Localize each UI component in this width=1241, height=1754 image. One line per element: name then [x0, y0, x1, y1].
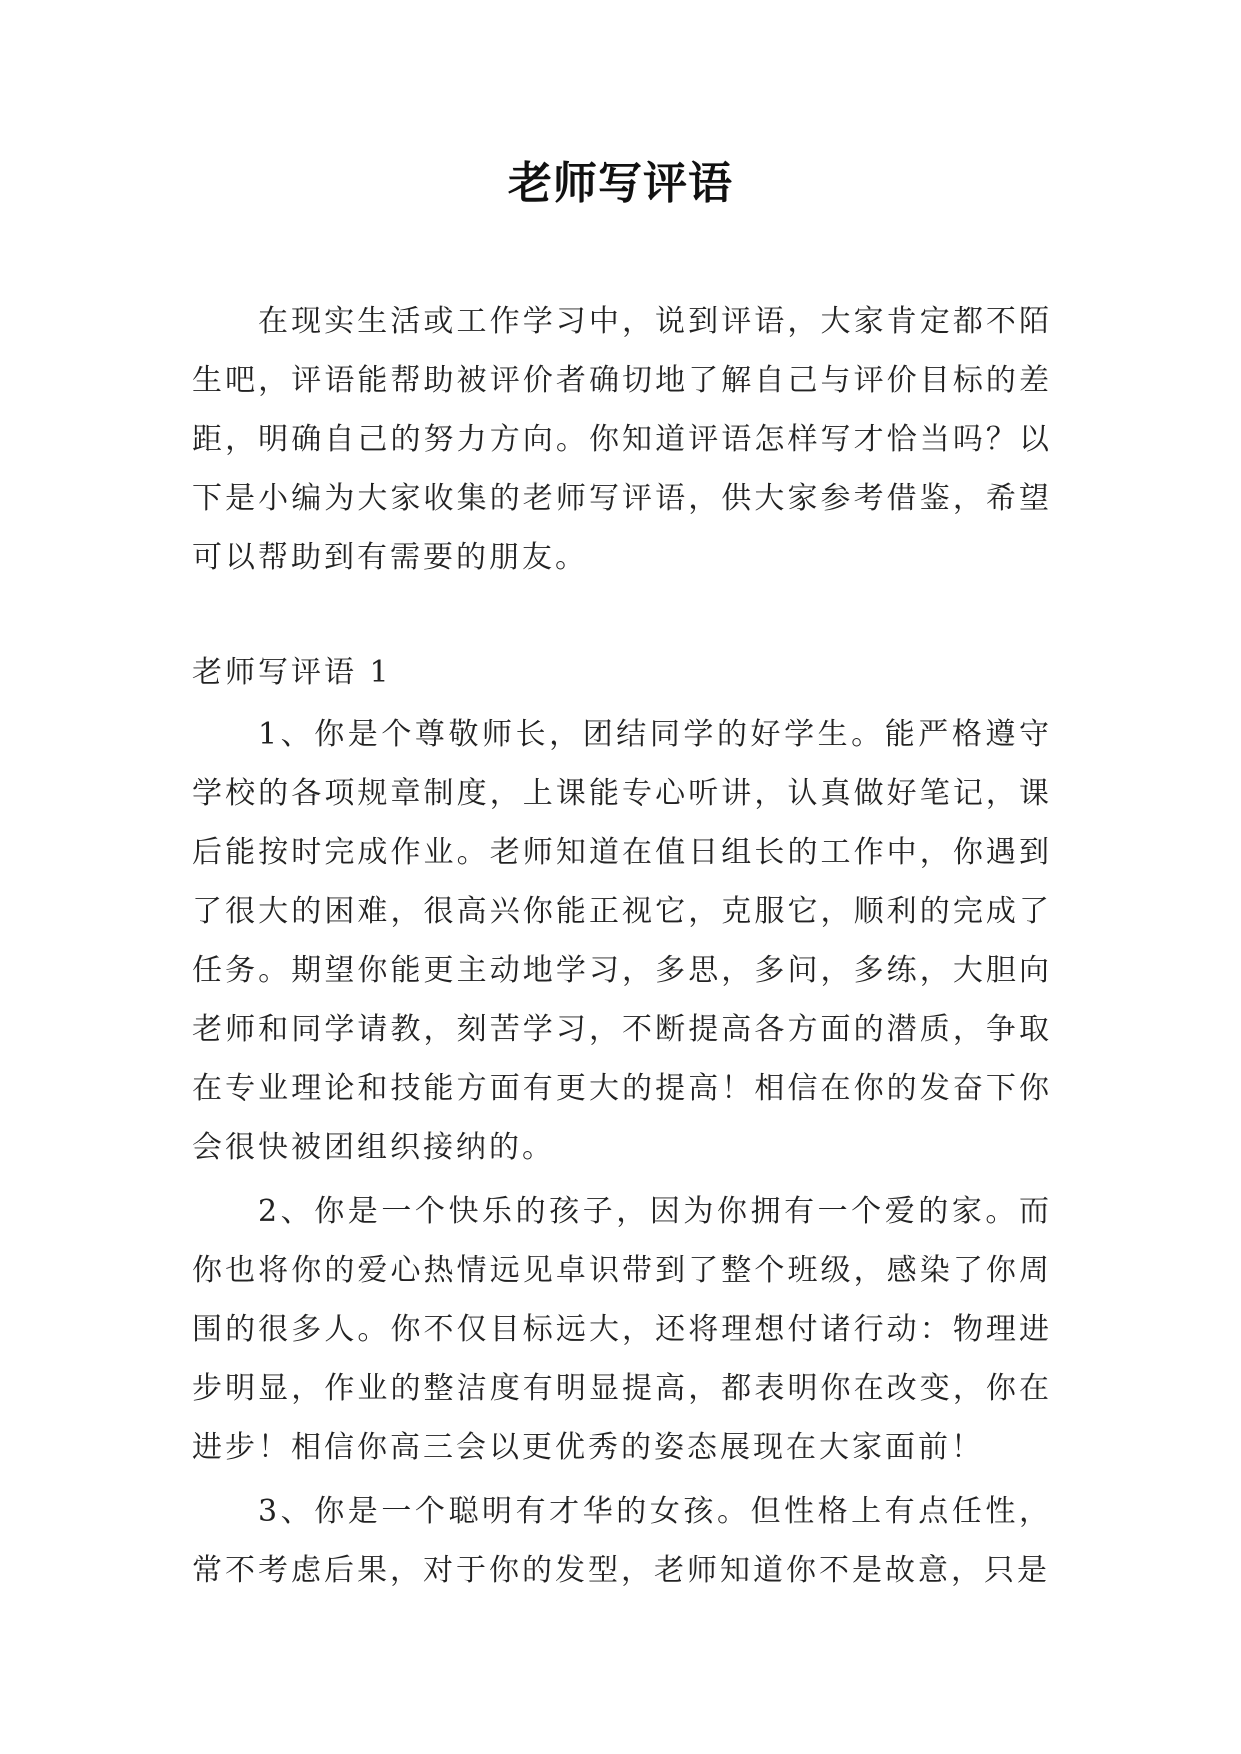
section-heading: 老师写评语 1 [192, 655, 392, 690]
document-title: 老师写评语 [508, 158, 733, 209]
comment-item-2: 2、你是一个快乐的孩子，因为你拥有一个爱的家。而你也将你的爱心热情远见卓识带到了整个班级，感染了你周围的很多人。你不仅目标远大，还将理想付诸行动：物理进步明显，作业的整洁度有明显提高，都表明你在改变，你在进步！相信你高三会以更优秀的姿态展现在大家面前！ [192, 1194, 1052, 1465]
intro-paragraph: 在现实生活或工作学习中，说到评语，大家肯定都不陌生吧，评语能帮助被评价者确切地了解自己与评价目标的差距，明确自己的努力方向。你知道评语怎样写才恰当吗？以下是小编为大家收集的老师写评语，供大家参考借鉴，希望可以帮助到有需要的朋友。 [192, 304, 1052, 575]
comment-item-1: 1、你是个尊敬师长，团结同学的好学生。能严格遵守学校的各项规章制度，上课能专心听讲，认真做好笔记，课后能按时完成作业。老师知道在值日组长的工作中，你遇到了很大的困难，很高兴你能正视它，克服它，顺利的完成了任务。期望你能更主动地学习，多思，多问，多练，大胆向老师和同学请教，刻苦学习，不断提高各方面的潜质，争取在专业理论和技能方面有更大的提高！相信在你的发奋下你会很快被团组织接纳的。 [192, 717, 1052, 1165]
comment-item-3: 3、你是一个聪明有才华的女孩。但性格上有点任性，常不考虑后果，对于你的发型，老师知道你不是故意，只是 [192, 1494, 1052, 1588]
document-body [192, 292, 1052, 1605]
